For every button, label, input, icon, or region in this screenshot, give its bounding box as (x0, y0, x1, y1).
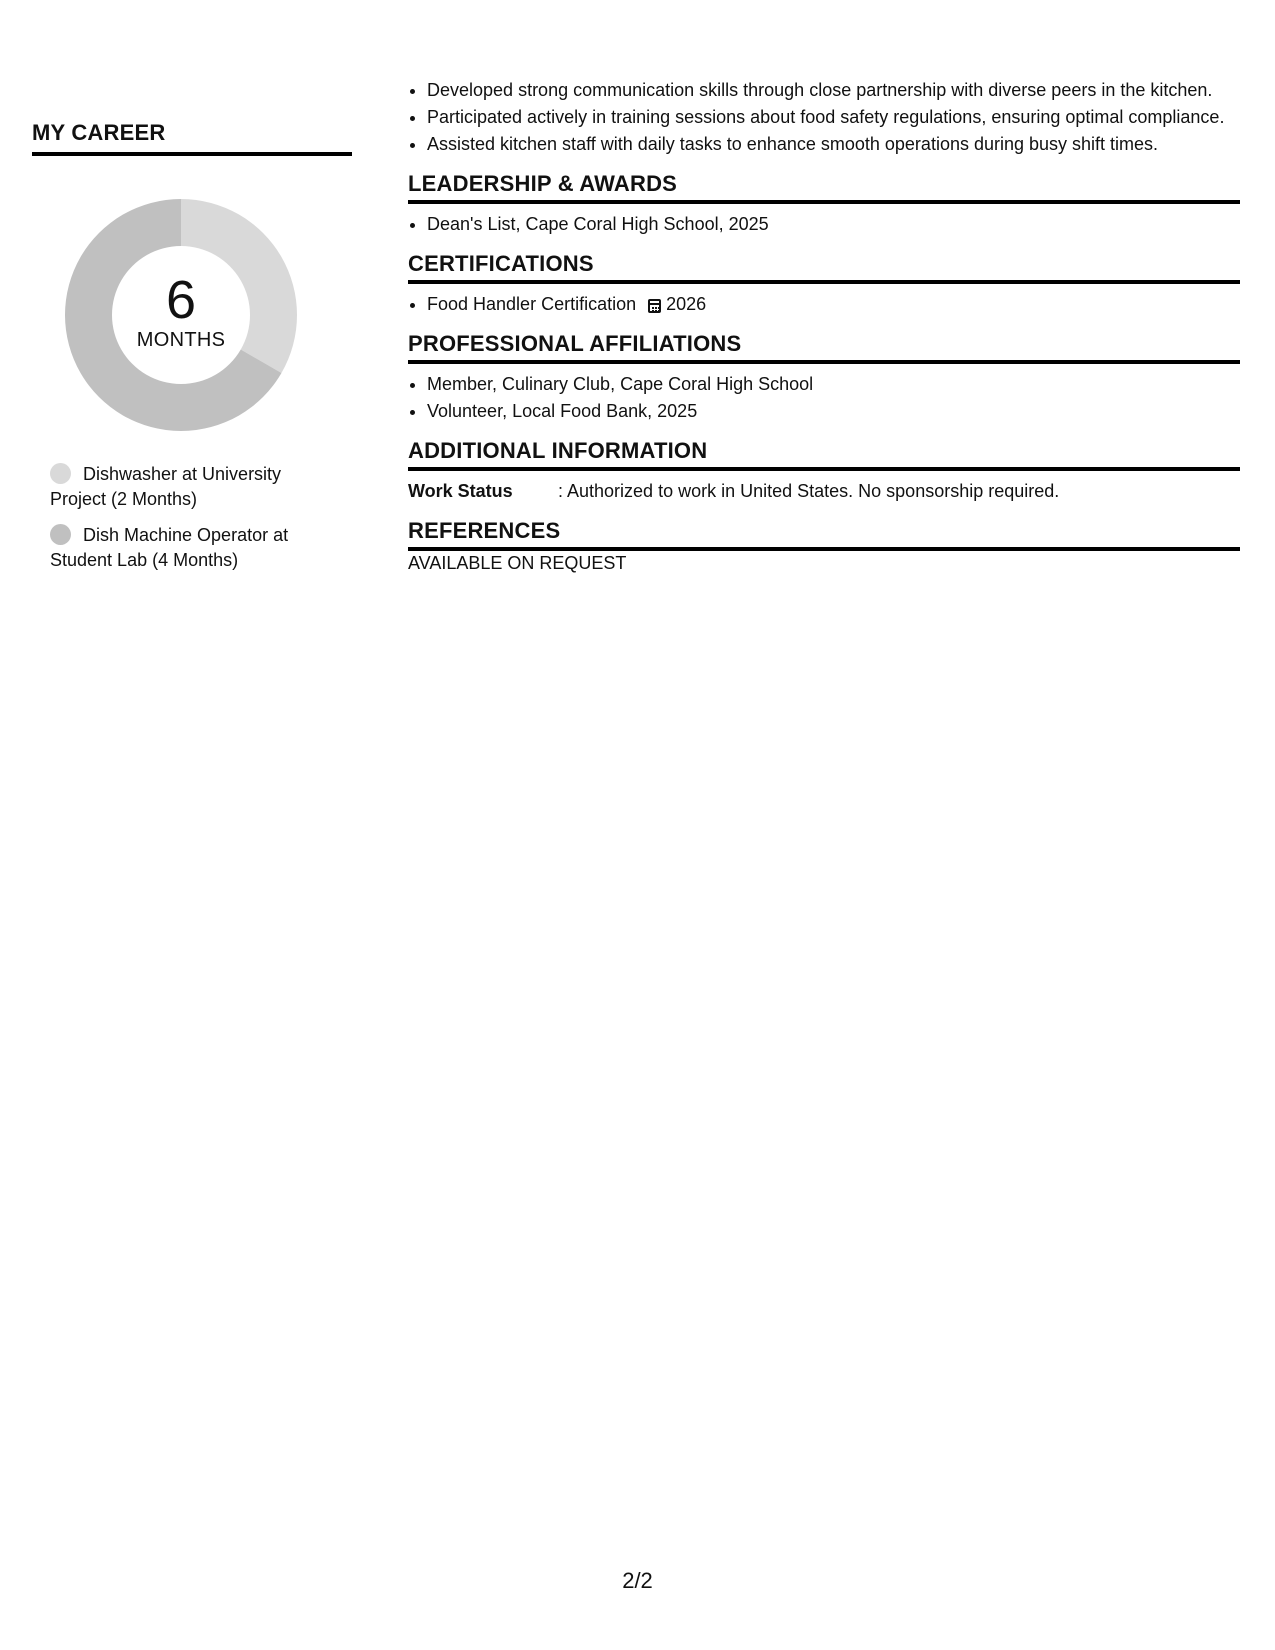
certifications-section (408, 251, 1240, 317)
donut-center-label (56, 190, 306, 440)
list-item: • Participated actively in training sessions about food safety regulations, ensuring optimal compliance. (427, 105, 1240, 130)
list-item (427, 292, 1240, 317)
career-heading: MY CAREER (32, 120, 352, 156)
certification-name: Food Handler Certification (427, 294, 637, 314)
career-donut-chart (56, 190, 306, 440)
leadership-list (408, 212, 1240, 237)
career-sidebar (32, 120, 352, 584)
list-item: • Volunteer, Local Food Bank, 2025 (427, 399, 1240, 424)
total-months-unit: MONTHS (136, 328, 226, 351)
section-title: ADDITIONAL INFORMATION (408, 438, 1240, 471)
main-content (408, 78, 1240, 576)
legend-item (50, 462, 320, 512)
affiliations-section (408, 331, 1240, 424)
work-status-row (408, 479, 1240, 504)
section-title: CERTIFICATIONS (408, 251, 1240, 284)
section-title: PROFESSIONAL AFFILIATIONS (408, 331, 1240, 364)
work-status-value: : Authorized to work in United States. No sponsorship required. (558, 481, 1060, 501)
list-item: • Dean's List, Cape Coral High School, 2025 (427, 212, 1240, 237)
affiliations-list (408, 372, 1240, 424)
section-title: REFERENCES (408, 518, 1240, 551)
career-legend (50, 462, 320, 573)
certification-year: 2026 (666, 294, 707, 314)
calendar-icon (648, 299, 661, 313)
experience-bullets (408, 78, 1240, 157)
references-section (408, 518, 1240, 576)
leadership-section (408, 171, 1240, 237)
work-status-label: Work Status (408, 481, 513, 501)
legend-item (50, 523, 320, 573)
certifications-list (408, 292, 1240, 317)
page-number: 2/2 (622, 1568, 653, 1593)
list-item: • Member, Culinary Club, Cape Coral High School (427, 372, 1240, 397)
list-item: • Assisted kitchen staff with daily tasks to enhance smooth operations during busy shift times. (427, 132, 1240, 157)
section-title: LEADERSHIP & AWARDS (408, 171, 1240, 204)
additional-info-section (408, 438, 1240, 504)
legend-label: Dish Machine Operator at Student Lab (4 Months) (50, 525, 289, 570)
legend-dot-icon (50, 463, 71, 484)
legend-label: Dishwasher at University Project (2 Months) (50, 464, 282, 509)
references-text: AVAILABLE ON REQUEST (408, 553, 627, 573)
total-months-number: 6 (165, 269, 197, 330)
legend-dot-icon (50, 524, 71, 545)
list-item: • Developed strong communication skills through close partnership with diverse peers in the kitchen. (427, 78, 1240, 103)
